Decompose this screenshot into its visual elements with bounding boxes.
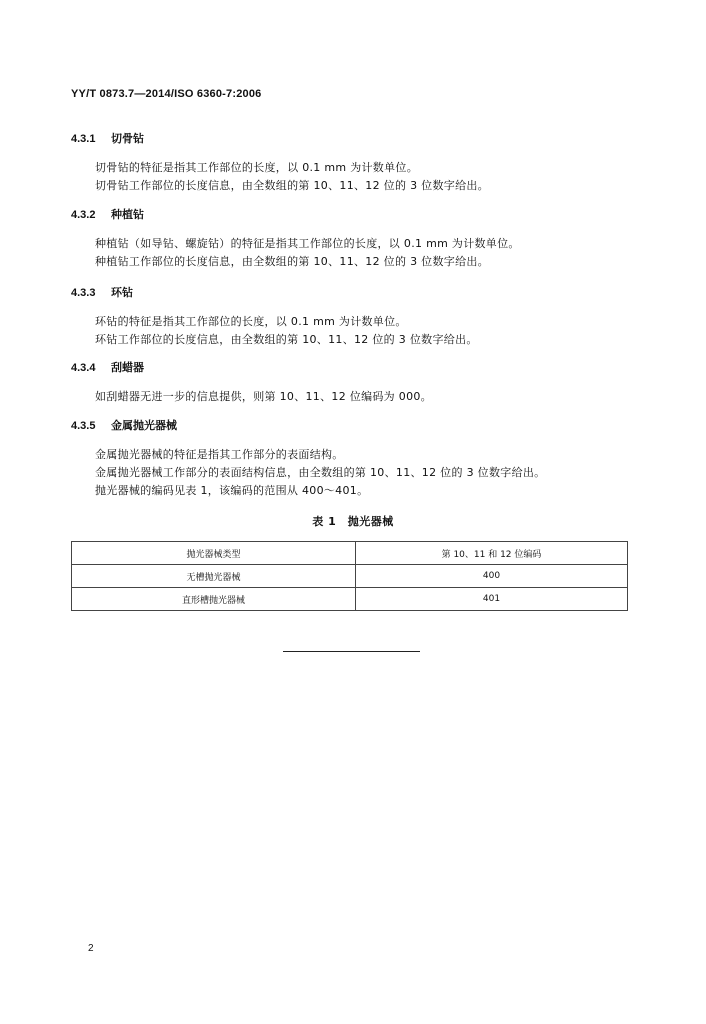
section-title: 环钻 <box>111 286 133 299</box>
table-caption: 表 1 抛光器械 <box>312 515 394 528</box>
section-4-3-4 <box>71 360 641 406</box>
paragraph: 切骨钻工作部位的长度信息，由全数组的第 10、11、12 位的 3 位数字给出。 <box>95 179 489 192</box>
section-title: 切骨钻 <box>111 132 144 145</box>
section-title: 金属抛光器械 <box>111 419 177 432</box>
table-cell: 401 <box>356 588 628 611</box>
section-title: 刮蜡器 <box>111 361 144 374</box>
paragraph: 金属抛光器械工作部分的表面结构信息，由全数组的第 10、11、12 位的 3 位数字给出。 <box>95 466 546 479</box>
section-number: 4.3.4 <box>71 362 96 374</box>
table-row <box>72 565 628 588</box>
paragraph: 环钻工作部位的长度信息，由全数组的第 10、11、12 位的 3 位数字给出。 <box>95 333 478 346</box>
section-number: 4.3.2 <box>71 209 96 221</box>
section-number: 4.3.5 <box>71 420 96 432</box>
table-cell: 无槽抛光器械 <box>72 565 356 588</box>
paragraph: 金属抛光器械的特征是指其工作部分的表面结构。 <box>95 448 344 461</box>
section-4-3-5 <box>71 418 641 500</box>
table-cell: 400 <box>356 565 628 588</box>
paragraph: 抛光器械的编码见表 1，该编码的范围从 400～401。 <box>95 484 369 497</box>
column-header: 抛光器械类型 <box>72 542 356 565</box>
paragraph: 种植钻工作部位的长度信息，由全数组的第 10、11、12 位的 3 位数字给出。 <box>95 255 489 268</box>
section-4-3-1 <box>71 131 641 195</box>
section-number: 4.3.1 <box>71 133 96 145</box>
section-title: 种植钻 <box>111 208 144 221</box>
table-cell: 直形槽抛光器械 <box>72 588 356 611</box>
section-heading <box>71 131 641 147</box>
section-number: 4.3.3 <box>71 287 96 299</box>
table-header-row <box>72 542 628 565</box>
paragraph: 种植钻（如导钻、螺旋钻）的特征是指其工作部位的长度，以 0.1 mm 为计数单位。 <box>95 237 520 250</box>
section-heading <box>71 207 641 223</box>
paragraph: 切骨钻的特征是指其工作部位的长度，以 0.1 mm 为计数单位。 <box>95 161 419 174</box>
section-heading <box>71 418 641 434</box>
page-number: 2 <box>88 943 94 954</box>
paragraph: 环钻的特征是指其工作部位的长度，以 0.1 mm 为计数单位。 <box>95 315 407 328</box>
section-4-3-3 <box>71 285 641 349</box>
section-4-3-2 <box>71 207 641 271</box>
table-row <box>72 588 628 611</box>
end-divider <box>283 651 420 652</box>
section-heading <box>71 285 641 301</box>
paragraph: 如刮蜡器无进一步的信息提供，则第 10、11、12 位编码为 000。 <box>95 390 432 403</box>
polishing-instruments-table <box>71 541 628 611</box>
section-heading <box>71 360 641 376</box>
column-header: 第 10、11 和 12 位编码 <box>356 542 628 565</box>
document-header: YY/T 0873.7—2014/ISO 6360-7:2006 <box>71 88 262 100</box>
